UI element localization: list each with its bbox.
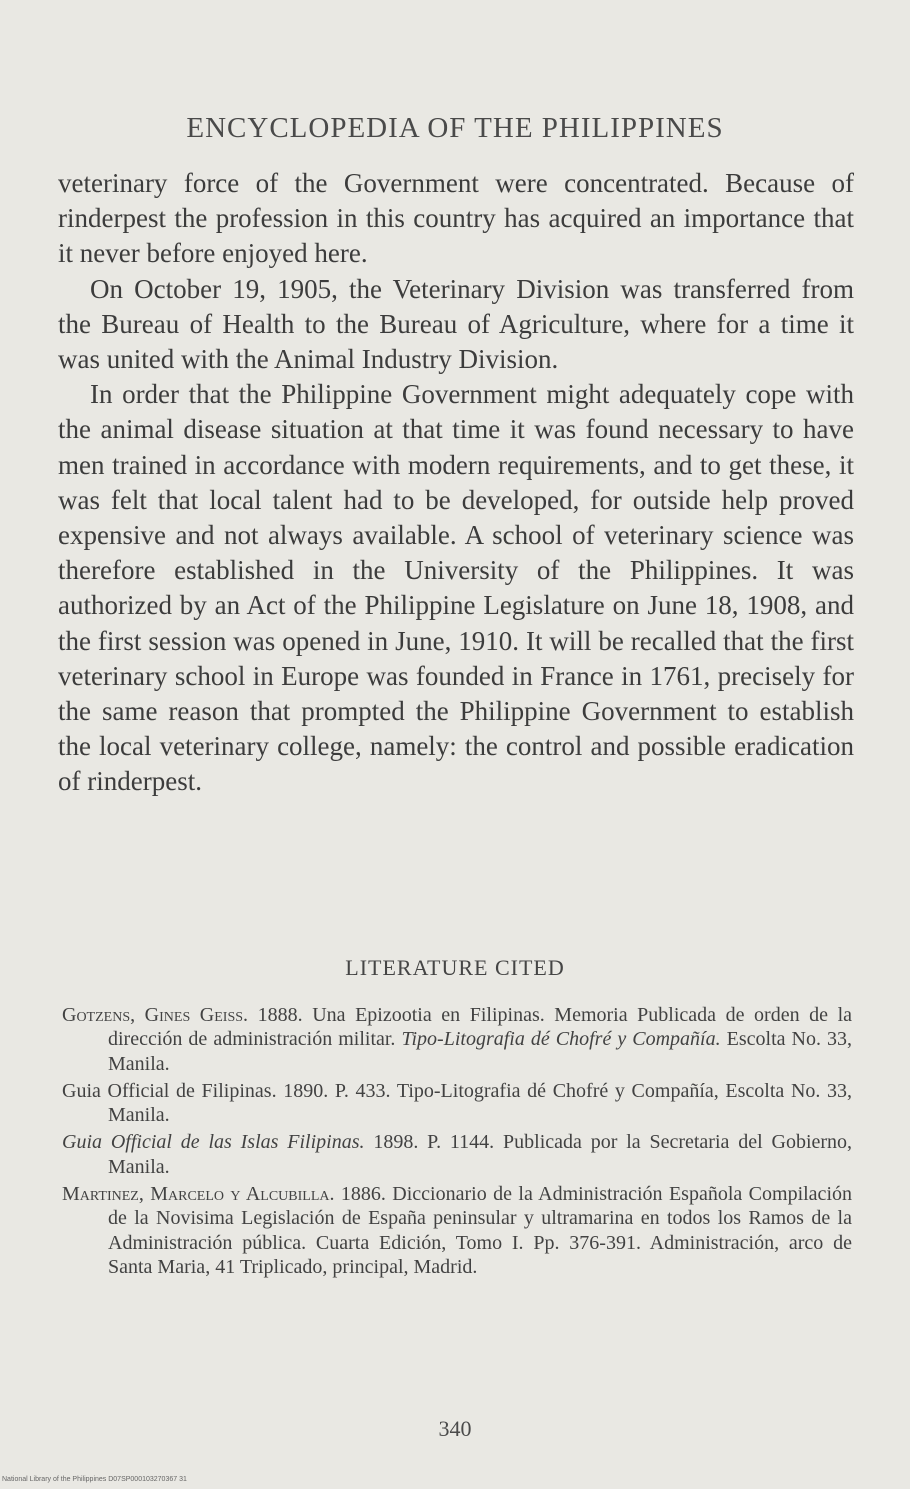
reference-item [62,1079,852,1128]
paragraph-veterinary-division: On October 19, 1905, the Veterinary Division was transferred from the Bureau of Health to the Bureau of Agriculture, where for a time it was united with the Animal Industry Division. [58,273,854,375]
reference-title: P. 1144. [427,1131,495,1154]
footer-credit: National Library of the Philippines D07SP000103270367 31 [2,1476,187,1483]
reference-rest: Cuarta Edición, Tomo I. Pp. 376-391. Administración, arco de Santa Maria, 41 Triplicado, principal, Madrid. [108,1231,852,1278]
reference-author: Guia Official de Filipinas. [62,1079,277,1102]
reference-author: Guia Official de las Islas Filipinas. [62,1131,365,1154]
reference-year: 1890. [283,1079,329,1102]
reference-year: 1888. [257,1004,303,1026]
reference-item [62,1130,852,1179]
body-text [58,166,854,800]
reference-rest: Tipo-Litografia dé Chofré y Compañía, Escolta No. 33, Manila. [108,1079,853,1127]
reference-author: Gotzens, Gines Geiss. [62,1004,249,1026]
reference-title: Una Epizootia en Filipinas. Memoria Publicada de orden de la dirección de administración militar. [108,1004,853,1051]
reference-item [62,1003,852,1076]
paragraph-veterinary-school: In order that the Philippine Government might adequately cope with the animal disease situation at that time it was found necessary to have men trained in accordance with modern requirements, and to get these, it was felt that local talent had to be developed, for outside help proved expensive and not always available. A school of veterinary science was therefore established in the University of the Philippines. It was authorized by an Act of the Philippine Legislature on June 18, 1908, and the first session was opened in June, 1910. It will be recalled that the first veterinary school in Europe was founded in France in 1761, precisely for the same reason that prompted the Philippine Government to establish the local veterinary college, namely: the control and possible eradication of rinderpest. [58,379,854,797]
reference-rest: Publicada por la Secretaria del Gobierno, Manila. [108,1131,853,1178]
reference-rest: Escolta No. 33, Manila. [108,1028,853,1075]
reference-year: 1886. [340,1183,386,1206]
reference-item [62,1182,852,1279]
paragraph-continued: veterinary force of the Government were concentrated. Because of rinderpest the profession in this country has acquired an importance that it never before enjoyed here. [58,168,854,269]
running-head: ENCYCLOPEDIA OF THE PHILIPPINES [186,112,724,144]
reference-title: Diccionario de la Administración Española Compilación de la Novisima Legislación de España peninsular y ultramarina en todos los Ramos de la Administración pública. [108,1183,852,1254]
reference-author: Martinez, Marcelo y Alcubilla. [62,1183,335,1206]
reference-list [62,1003,852,1282]
reference-year: 1898. [373,1131,419,1154]
reference-title: P. 433. [334,1079,391,1102]
section-heading-literature-cited: LITERATURE CITED [345,955,565,980]
reference-publisher: Tipo-Litografia dé Chofré y Compañía. [401,1028,721,1051]
page-number: 340 [438,1416,472,1441]
